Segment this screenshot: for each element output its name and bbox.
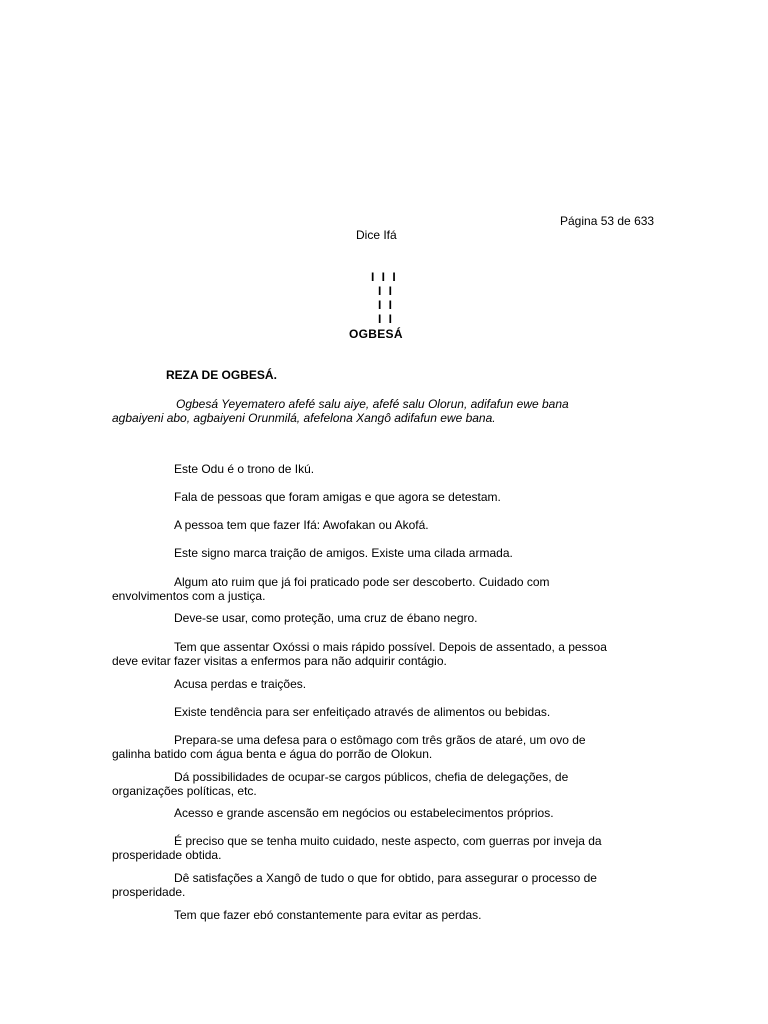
paragraph — [112, 908, 672, 922]
prayer-text — [112, 397, 672, 425]
prayer-line: Ogbesá Yeyematero afefé salu aiye, afefé salu Olorun, adifafun ewe bana — [176, 397, 569, 411]
paragraph — [112, 518, 672, 532]
paragraph-line: Acusa perdas e traições. — [174, 677, 307, 691]
paragraph-line: Este Odu é o trono de Ikú. — [174, 462, 315, 476]
paragraph — [112, 806, 672, 820]
paragraph-line: organizações políticas, etc. — [112, 784, 257, 798]
paragraph-line: Dá possibilidades de ocupar-se cargos públicos, chefia de delegações, de — [174, 770, 569, 784]
paragraph — [112, 677, 672, 691]
paragraph-line: Este signo marca traição de amigos. Existe uma cilada armada. — [174, 546, 513, 560]
paragraph — [112, 575, 672, 603]
odu-mark-line: I I — [378, 298, 395, 312]
paragraph-line: Deve-se usar, como proteção, uma cruz de ébano negro. — [174, 611, 478, 625]
odu-mark-line: I I — [378, 312, 395, 326]
section-title: REZA DE OGBESÁ. — [166, 368, 277, 382]
paragraph — [112, 834, 672, 862]
prayer-line: agbaiyeni abo, agbaiyeni Orunmilá, afefelona Xangô adifafun ewe bana. — [112, 411, 496, 425]
paragraph — [112, 733, 672, 761]
paragraph-line: Tem que assentar Oxóssi o mais rápido possível. Depois de assentado, a pessoa — [174, 640, 607, 654]
odu-mark-line: I I I — [371, 270, 398, 284]
paragraph-line: Prepara-se uma defesa para o estômago com três grãos de ataré, um ovo de — [174, 733, 586, 747]
paragraph-line: galinha batido com água benta e água do porrão de Olokun. — [112, 747, 433, 761]
paragraph-line: Dê satisfações a Xangô de tudo o que for obtido, para assegurar o processo de — [174, 871, 597, 885]
paragraph-line: É preciso que se tenha muito cuidado, neste aspecto, com guerras por inveja da — [174, 834, 602, 848]
paragraph-line: Tem que fazer ebó constantemente para evitar as perdas. — [174, 908, 482, 922]
paragraph-line: envolvimentos com a justiça. — [112, 589, 266, 603]
paragraph-line: prosperidade obtida. — [112, 848, 222, 862]
paragraph-line: Existe tendência para ser enfeitiçado através de alimentos ou bebidas. — [174, 705, 551, 719]
paragraph — [112, 770, 672, 798]
paragraph — [112, 611, 672, 625]
paragraph-line: Algum ato ruim que já foi praticado pode ser descoberto. Cuidado com — [174, 575, 550, 589]
paragraph-line: deve evitar fazer visitas a enfermos para não adquirir contágio. — [112, 654, 447, 668]
paragraph-line: Acesso e grande ascensão em negócios ou estabelecimentos próprios. — [174, 806, 554, 820]
paragraph-line: A pessoa tem que fazer Ifá: Awofakan ou Akofá. — [174, 518, 429, 532]
paragraph — [112, 640, 672, 668]
paragraph — [112, 871, 672, 899]
paragraph — [112, 705, 672, 719]
paragraph-line: Fala de pessoas que foram amigas e que agora se detestam. — [174, 490, 501, 504]
paragraph-line: prosperidade. — [112, 885, 186, 899]
paragraph — [112, 490, 672, 504]
header-title: Dice Ifá — [356, 228, 397, 242]
page-number: Página 53 de 633 — [560, 214, 655, 228]
paragraph — [112, 546, 672, 560]
paragraph — [112, 462, 672, 476]
odu-mark-line: I I — [378, 284, 395, 298]
odu-name: OGBESÁ — [349, 327, 403, 341]
